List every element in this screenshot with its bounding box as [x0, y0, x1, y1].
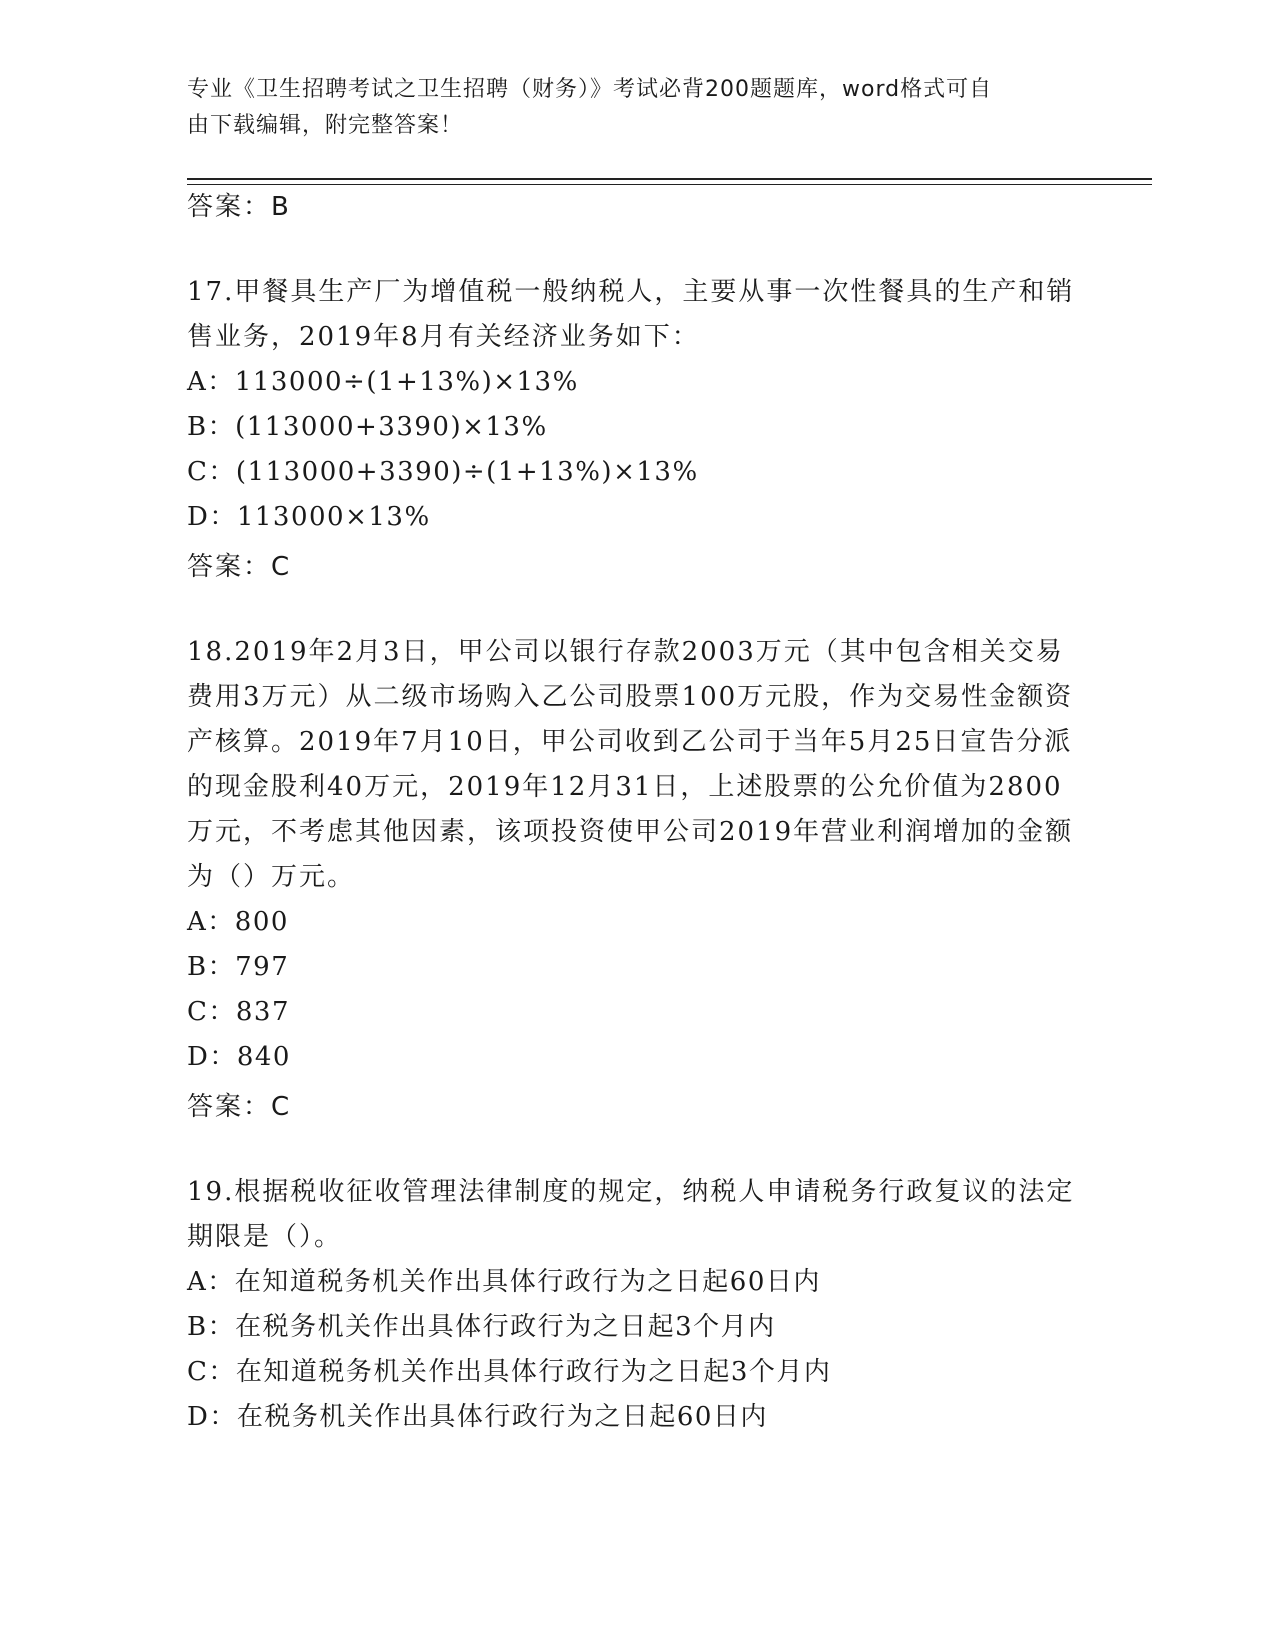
question-text: 19.根据税收征收管理法律制度的规定，纳税人申请税务行政复议的法定期限是（）。	[187, 1177, 1075, 1252]
answer-18: 答案：C	[187, 1092, 292, 1122]
option-c: C：(113000+3390)÷(1+13%)×13%	[187, 457, 699, 487]
option-b: B：(113000+3390)×13%	[187, 412, 548, 442]
option-d: D：113000×13%	[187, 502, 431, 532]
question-text: 17.甲餐具生产厂为增值税一般纳税人，主要从事一次性餐具的生产和销售业务，2019年8月有关经济业务如下：	[187, 277, 1075, 352]
question-19	[187, 1170, 1087, 1440]
option-a: A：在知道税务机关作出具体行政行为之日起60日内	[187, 1267, 821, 1297]
option-d: D：在税务机关作出具体行政行为之日起60日内	[187, 1402, 768, 1432]
header-line-1: 专业《卫生招聘考试之卫生招聘（财务）》考试必背200题题库，word格式可自	[187, 77, 993, 102]
document-header	[187, 72, 1087, 144]
answer-17: 答案：C	[187, 552, 292, 582]
header-rule-thick	[187, 178, 1152, 180]
option-c: C：在知道税务机关作出具体行政行为之日起3个月内	[187, 1357, 832, 1387]
option-a: A：113000÷(1+13%)×13%	[187, 367, 579, 397]
option-b: B：在税务机关作出具体行政行为之日起3个月内	[187, 1312, 776, 1342]
option-a: A：800	[187, 907, 289, 937]
question-text: 18.2019年2月3日，甲公司以银行存款2003万元（其中包含相关交易费用3万元）从二级市场购入乙公司股票100万元股，作为交易性金额资产核算。2019年7月10日，甲公司收到乙公司于当年5月25日宣告分派的现金股利40万元，2019年12月31日，上述股票的公允价值为2800万元，不考虑其他因素，该项投资使甲公司2019年营业利润增加的金额为（）万元。	[187, 637, 1074, 892]
option-d: D：840	[187, 1042, 291, 1072]
answer-prev: 答案：B	[187, 192, 291, 222]
question-17	[187, 270, 1087, 540]
option-c: C：837	[187, 997, 291, 1027]
option-b: B：797	[187, 952, 290, 982]
question-18	[187, 630, 1087, 1080]
header-line-2: 由下载编辑，附完整答案！	[187, 113, 464, 138]
header-rule-thin	[187, 184, 1152, 185]
